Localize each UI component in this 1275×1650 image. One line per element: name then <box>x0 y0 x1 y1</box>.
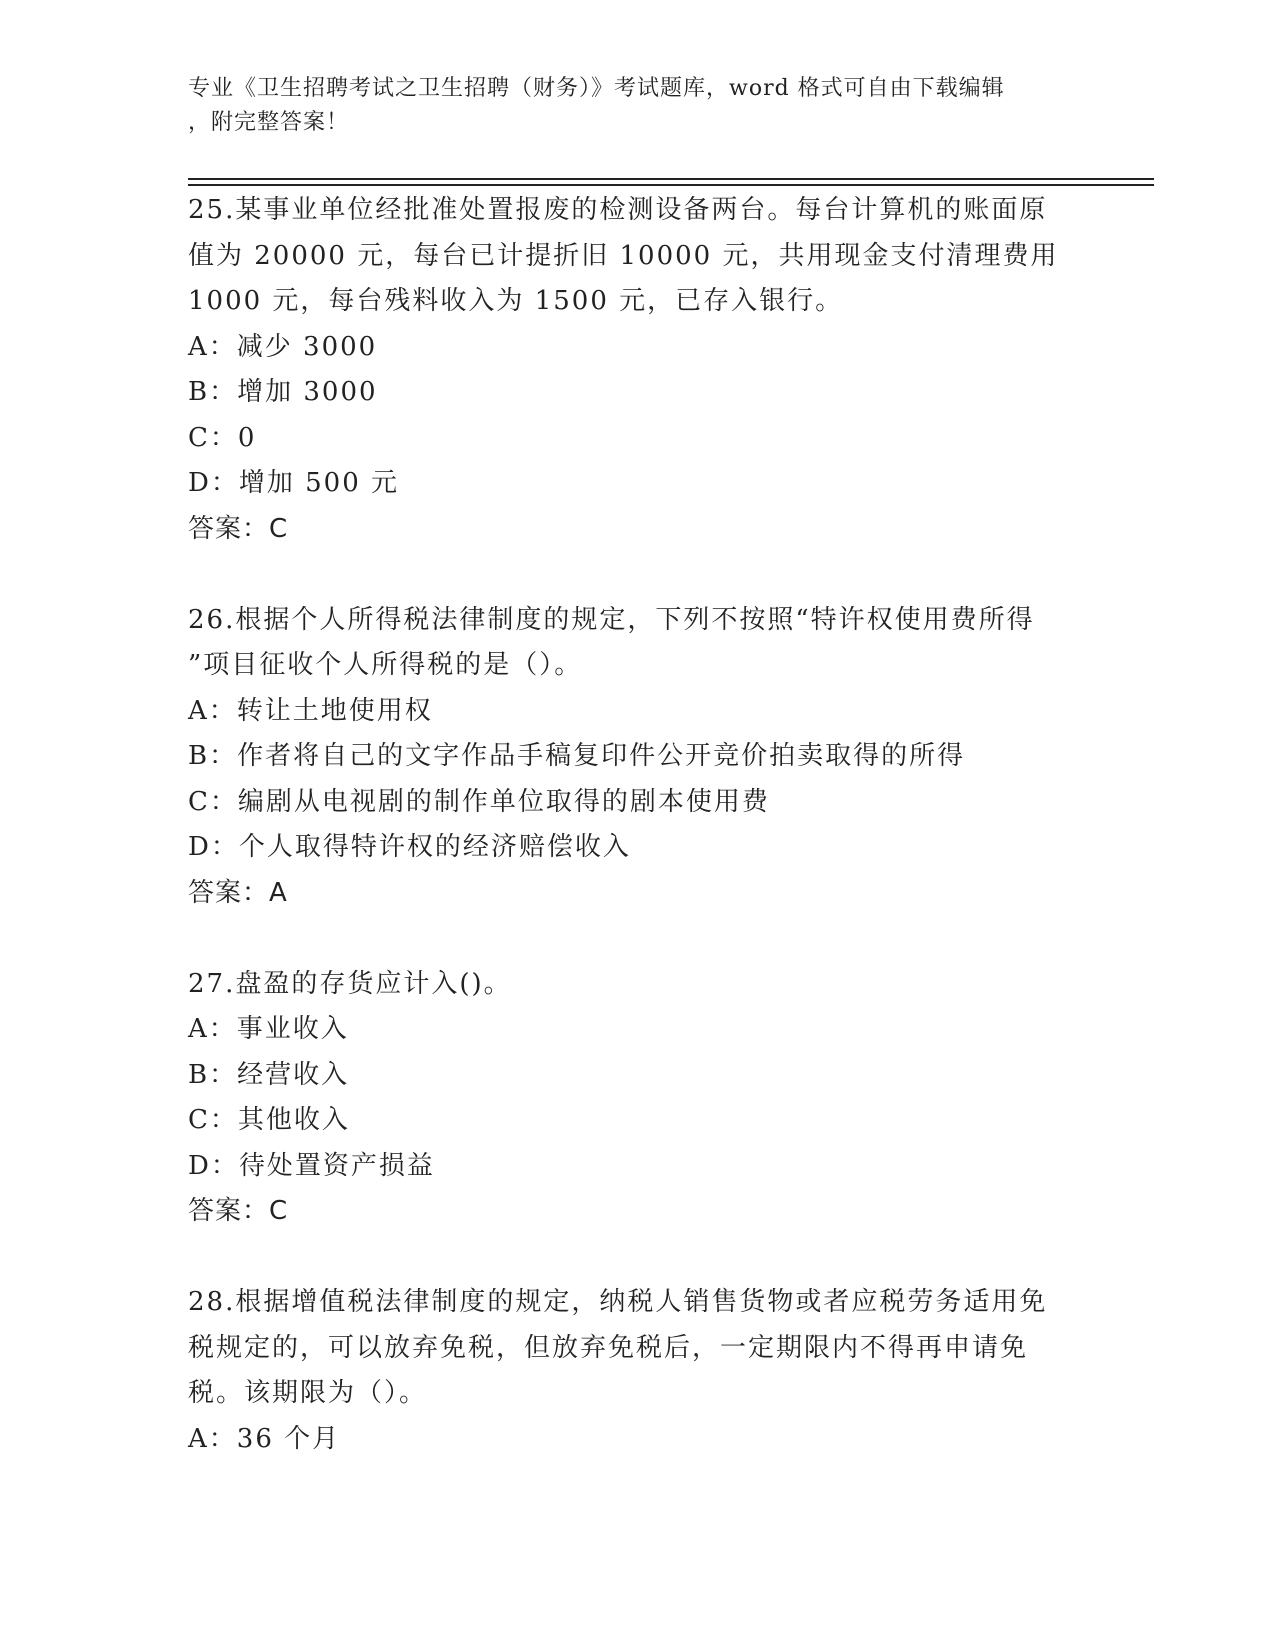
question-spacer <box>188 916 1088 962</box>
option-a: A：事业收入 <box>188 1014 349 1044</box>
option-a: A：减少 3000 <box>188 331 378 362</box>
question-26 <box>188 598 1088 917</box>
question-27 <box>188 962 1088 1235</box>
option-b: B：增加 3000 <box>188 377 378 407</box>
option-b: B：经营收入 <box>188 1059 350 1090</box>
option-c: C：编剧从电视剧的制作单位取得的剧本使用费 <box>188 786 770 817</box>
question-25 <box>188 188 1088 552</box>
option-d: D：待处置资产损益 <box>188 1150 435 1181</box>
option-a: A：36 个月 <box>188 1423 341 1454</box>
question-stem: 25.某事业单位经批准处置报废的检测设备两台。每台计算机的账面原 值为 20000 元，每台已计提折旧 10000 元，共用现金支付清理费用 1000 元，每台残料收入为 1500 元，已存入银行。 <box>188 195 1059 316</box>
option-d: D：增加 500 元 <box>188 468 400 498</box>
option-b: B：作者将自己的文字作品手稿复印件公开竞价拍卖取得的所得 <box>188 741 966 771</box>
header-divider-bottom <box>188 184 1154 186</box>
question-stem: 27.盘盈的存货应计入()。 <box>188 968 512 999</box>
answer: 答案：C <box>188 513 289 544</box>
answer: 答案：C <box>188 1196 289 1226</box>
option-c: C：其他收入 <box>188 1105 350 1135</box>
option-c: C：0 <box>188 422 257 453</box>
answer: 答案：A <box>188 877 288 908</box>
question-spacer <box>188 1235 1088 1281</box>
question-spacer <box>188 552 1088 598</box>
option-a: A：转让土地使用权 <box>188 695 433 726</box>
question-28 <box>188 1280 1088 1462</box>
question-stem: 26.根据个人所得税法律制度的规定，下列不按照“特许权使用费所得 ”项目征收个人所得税的是（）。 <box>188 604 1035 680</box>
document-header: 专业《卫生招聘考试之卫生招聘（财务）》考试题库，word 格式可自由下载编辑 ，附完整答案！ <box>188 76 1005 135</box>
question-list <box>188 188 1088 1462</box>
option-d: D：个人取得特许权的经济赔偿收入 <box>188 832 631 862</box>
header-divider-top <box>188 178 1154 180</box>
question-stem: 28.根据增值税法律制度的规定，纳税人销售货物或者应税劳务适用免 税规定的，可以放弃免税，但放弃免税后，一定期限内不得再申请免 税。该期限为（）。 <box>188 1287 1048 1408</box>
